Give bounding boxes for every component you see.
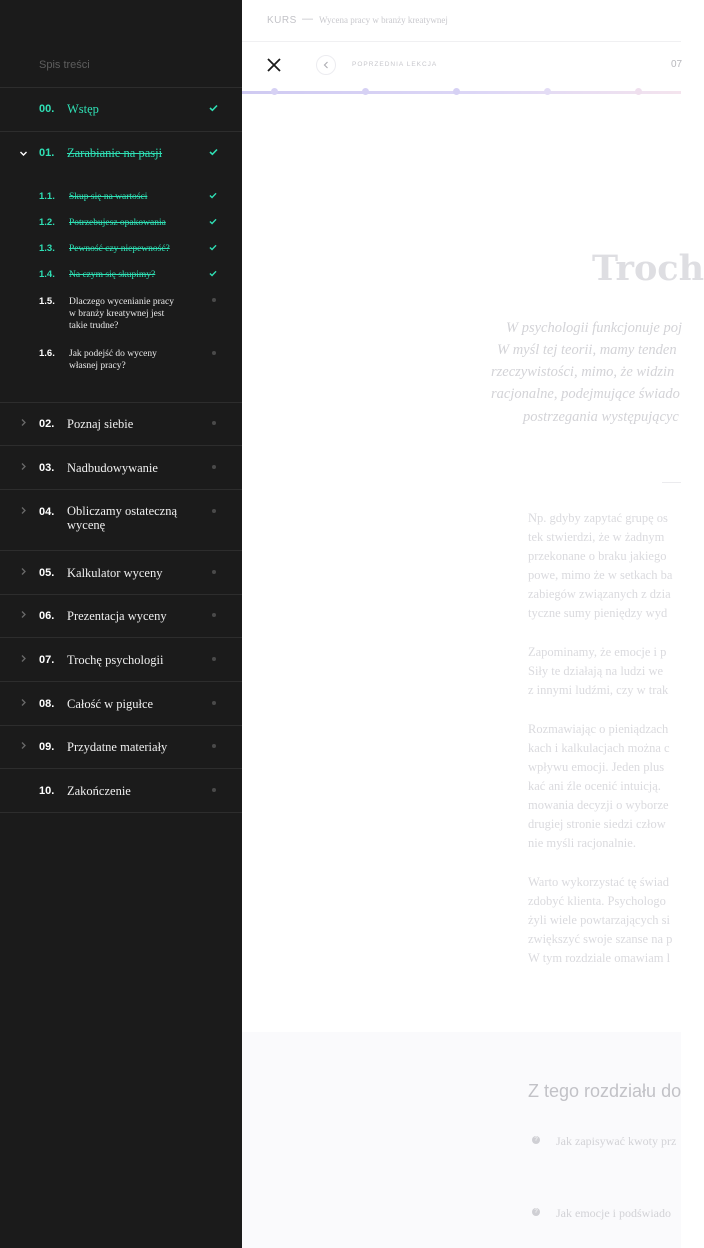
toc-section-04[interactable] [0,490,242,550]
section-number: 06. [39,610,55,622]
subsection-label: w branży kreatywnej jest [69,309,165,319]
section-number: 07. [39,654,55,666]
status-dot [212,351,216,355]
paragraph-line: z innymi ludźmi, czy w trak [528,683,669,697]
section-number: 02. [39,418,55,430]
toc-subsection-1-3[interactable] [0,240,242,260]
toc-subsection-1-4[interactable] [0,266,242,286]
toc-subsection-1-2[interactable] [0,214,242,234]
subsection-number: 1.6. [39,348,55,359]
check-icon [209,104,218,112]
status-dot [212,298,216,302]
paragraph-line: zwiększyć swoje szanse na p [528,932,673,946]
question-icon: ? [532,1136,540,1144]
lead-line: postrzegania występującyc [523,409,679,425]
chevron-right-icon [19,741,28,750]
section-number: 05. [39,567,55,579]
subsection-label: własnej pracy? [69,361,126,371]
status-dot [212,744,216,748]
lead-line: W psychologii funkcjonuje poj [506,320,682,336]
paragraph-line: kach i kalkulacjach można c [528,741,670,755]
toc-heading: Spis treści [39,59,90,71]
toc-section-07[interactable] [0,638,242,681]
paragraph-line: zdobyć klienta. Psychologo [528,894,666,908]
paragraph-line: kać ani źle ocenić intuicją. [528,779,661,793]
status-dot [212,613,216,617]
chevron-right-icon [19,698,28,707]
chevron-right-icon [19,418,28,427]
section-label: Trochę psychologii [67,653,164,667]
chevron-right-icon [19,567,28,576]
toc-section-01[interactable] [0,132,242,175]
section-label: Całość w pigułce [67,697,154,711]
top-bar [242,0,681,42]
chevron-right-icon [19,506,28,515]
section-label: Zarabianie na pasji [67,146,163,160]
toc-section-05[interactable] [0,551,242,594]
divider [662,482,681,483]
toc-subsection-1-6[interactable] [0,345,242,377]
chevron-right-icon [19,462,28,471]
progress-step[interactable] [635,88,642,95]
section-label: Przydatne materiały [67,740,168,754]
status-dot [212,465,216,469]
status-dot [212,509,216,513]
subsection-number: 1.1. [39,191,55,202]
section-label: Zakończenie [67,784,131,798]
check-icon [209,148,218,156]
status-dot [212,788,216,792]
toc-subsection-1-1[interactable] [0,188,242,208]
paragraph-line: Warto wykorzystać tę świad [528,875,669,889]
progress-step[interactable] [271,88,278,95]
chevron-right-icon [19,610,28,619]
close-button[interactable] [262,53,286,77]
section-number: 01. [39,147,55,159]
toc-subsection-1-5[interactable] [0,293,242,337]
previous-lesson-button[interactable] [316,55,336,75]
status-dot [212,421,216,425]
subsection-label: Jak podejść do wyceny [69,349,157,359]
paragraph-line: Siły te działają na ludzi we [528,664,664,678]
check-icon [209,270,217,277]
paragraph-line: tek stwierdzi, że w żadnym [528,530,665,544]
paragraph-line: drugiej stronie siedzi człow [528,817,666,831]
subsection-label: Na czym się skupimy? [69,270,156,280]
paragraph-line: wpływu emocji. Jeden plus [528,760,665,774]
section-label: Kalkulator wyceny [67,566,163,580]
paragraph-line: Np. gdyby zapytać grupę os [528,511,668,525]
status-dot [212,657,216,661]
section-number: 00. [39,103,55,115]
check-icon [209,218,217,225]
divider [0,812,242,813]
breadcrumb-course-label[interactable]: KURS [267,15,297,26]
paragraph-line: tyczne sumy pieniędzy wyd [528,606,668,620]
breadcrumb-separator: — [302,13,313,25]
summary-title: Z tego rozdziału do [528,1081,682,1101]
lesson-number: 07 [671,59,683,70]
paragraph-line: Zapominamy, że emocje i p [528,645,667,659]
subsection-number: 1.2. [39,217,55,228]
status-dot [212,570,216,574]
paragraph-line: zabiegów związanych z dzia [528,587,671,601]
lesson-main [242,0,704,1248]
subsection-label: Skup się na wartości [69,192,148,202]
chevron-right-icon [19,654,28,663]
check-icon [209,244,217,251]
section-number: 03. [39,462,55,474]
section-label: Obliczamy ostateczną [67,504,178,518]
paragraph-line: W tym rozdziale omawiam l [528,951,671,965]
section-label: Wstęp [67,102,99,116]
section-number: 08. [39,698,55,710]
toc-section-09[interactable] [0,726,242,768]
chevron-down-icon [19,149,28,158]
section-label: Nadbudowywanie [67,461,158,475]
toc-section-06[interactable] [0,595,242,637]
paragraph-line: nie myśli racjonalnie. [528,836,636,850]
subsection-label: Dlaczego wycenianie pracy [69,297,174,307]
subsection-label: Potrzebujesz opakowania [69,218,166,228]
subsection-label: takie trudne? [69,321,119,331]
progress-step[interactable] [453,88,460,95]
subsection-number: 1.5. [39,296,55,307]
check-icon [209,192,217,199]
lead-line: racjonalne, podejmujące świado [491,386,680,402]
summary-item-text: Jak zapisywać kwoty prz [556,1134,677,1148]
table-of-contents-sidebar [0,0,242,1248]
subsection-label: Pewność czy niepewność? [69,244,170,254]
lead-line: W myśl tej teorii, mamy tenden [497,342,677,358]
previous-lesson-label[interactable]: POPRZEDNIA LEKCJA [352,61,438,68]
paragraph-line: żyli wiele powtarzających si [528,913,670,927]
toc-section-02[interactable] [0,403,242,445]
toc-section-03[interactable] [0,446,242,489]
toc-section-00[interactable] [0,88,242,131]
section-number: 09. [39,741,55,753]
status-dot [212,701,216,705]
summary-item-text: Jak emocje i podświado [556,1206,671,1220]
progress-step[interactable] [362,88,369,95]
paragraph-line: przekonane o braku jakiego [528,549,667,563]
paragraph-line: powe, mimo że w setkach ba [528,568,673,582]
subsection-number: 1.4. [39,269,55,280]
lead-line: rzeczywistości, mimo, że widzin [491,364,675,380]
toc-section-10[interactable] [0,769,242,812]
progress-step[interactable] [544,88,551,95]
section-label: wycenę [67,518,106,532]
close-icon [262,53,286,77]
section-label: Prezentacja wyceny [67,609,167,623]
chevron-left-icon [317,56,335,74]
section-number: 10. [39,785,55,797]
section-label: Poznaj siebie [67,417,134,431]
question-icon: ? [532,1208,540,1216]
section-number: 04. [39,506,55,518]
toc-section-08[interactable] [0,682,242,725]
subsection-number: 1.3. [39,243,55,254]
lesson-progress-track [242,91,681,94]
lesson-title: Troch [592,248,704,289]
paragraph-line: Rozmawiając o pieniądzach [528,722,669,736]
paragraph-line: mowania decyzji o wyborze [528,798,669,812]
breadcrumb-course-title[interactable]: Wycena pracy w branży kreatywnej [319,15,448,25]
